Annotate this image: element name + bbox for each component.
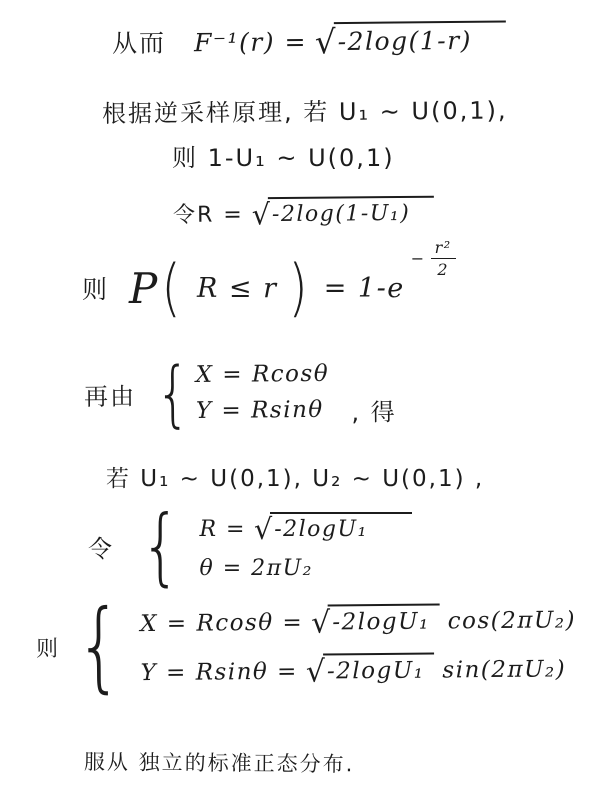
exponent [411, 238, 456, 279]
sqrt-radical-glyph: √ [314, 23, 336, 62]
line-cdf-of-R [82, 237, 456, 328]
fraction-denominator: 2 [437, 259, 449, 279]
label-then: 则 [35, 636, 61, 662]
label-then-by: 再由 [83, 382, 137, 411]
sqrt-expression [251, 196, 434, 232]
left-brace-glyph: { [75, 589, 124, 704]
y-polar-equation: Y = Rsinθ [195, 396, 324, 425]
complement-uniform-text: 则 1-U₁ ~ U(0,1) [172, 144, 395, 172]
y-result-row [140, 651, 576, 690]
line-conclusion [84, 746, 355, 778]
line-uniform-variables [106, 460, 484, 493]
label-let: 令 [88, 534, 114, 563]
line-inverse-cdf [112, 21, 506, 60]
x-result-lhs: X = Rcosθ = [140, 609, 304, 638]
line-box-muller-result [35, 589, 577, 704]
sqrt-expression [314, 21, 506, 62]
sqrt-radical-glyph: √ [253, 511, 273, 546]
label-thus: 从而 [111, 28, 167, 58]
line-define-R-theta [88, 497, 412, 595]
R-definition-row [199, 511, 412, 546]
sqrt-radical-glyph: √ [305, 654, 326, 690]
line-complement-uniform [172, 138, 395, 173]
line-define-R [172, 196, 434, 232]
x-result-row [140, 602, 577, 641]
cdf-rhs: = 1-e [323, 272, 405, 304]
line-polar-transform [83, 351, 397, 436]
sqrt-radicand: -2logU₁ [328, 603, 440, 635]
x-result-cos-factor: cos(2πU₂) [447, 607, 577, 635]
label-let-R: 令R = [172, 202, 244, 228]
probability-event: R ≤ r [196, 272, 278, 304]
inverse-cdf-lhs: F⁻¹(r) = [193, 27, 308, 58]
left-paren-glyph: ( [161, 251, 181, 324]
sqrt-radicand: -2logU₁ [323, 653, 435, 685]
left-brace-glyph: { [155, 351, 191, 436]
label-we-get: , 得 [351, 398, 397, 427]
definition-equations [199, 512, 412, 581]
principle-text: 根据逆采样原理, 若 U₁ ~ U(0,1), [101, 96, 508, 128]
label-then: 则 [82, 275, 110, 304]
exponent-minus: − [410, 248, 426, 268]
conclusion-text: 服从 独立的标准正态分布. [83, 750, 355, 777]
sqrt-expression [253, 511, 412, 546]
result-equations [140, 602, 577, 690]
polar-equations [196, 361, 330, 424]
uniform-variables-text: 若 U₁ ~ U(0,1), U₂ ~ U(0,1) , [106, 466, 485, 492]
sqrt-radical-glyph: √ [311, 605, 331, 641]
sqrt-radicand: -2logU₁ [270, 512, 412, 542]
x-polar-equation: X = Rcosθ [195, 360, 330, 389]
right-paren-glyph: ) [287, 251, 308, 324]
sqrt-expression [305, 653, 435, 690]
exponent-fraction [431, 238, 456, 279]
probability-symbol: P [129, 263, 159, 313]
sqrt-radicand: -2log(1-U₁) [268, 196, 434, 227]
sqrt-radicand: -2log(1-r) [333, 21, 505, 56]
line-inverse-sampling-principle [102, 90, 508, 129]
left-brace-glyph: { [140, 497, 181, 595]
R-definition-lhs: R = [199, 516, 246, 542]
sqrt-radical-glyph: √ [251, 197, 271, 232]
y-result-lhs: Y = Rsinθ = [140, 658, 299, 687]
sqrt-expression [311, 603, 440, 641]
theta-definition: θ = 2πU₂ [199, 555, 313, 581]
y-result-sin-factor: sin(2πU₂) [442, 656, 567, 684]
fraction-numerator: r² [431, 238, 456, 259]
